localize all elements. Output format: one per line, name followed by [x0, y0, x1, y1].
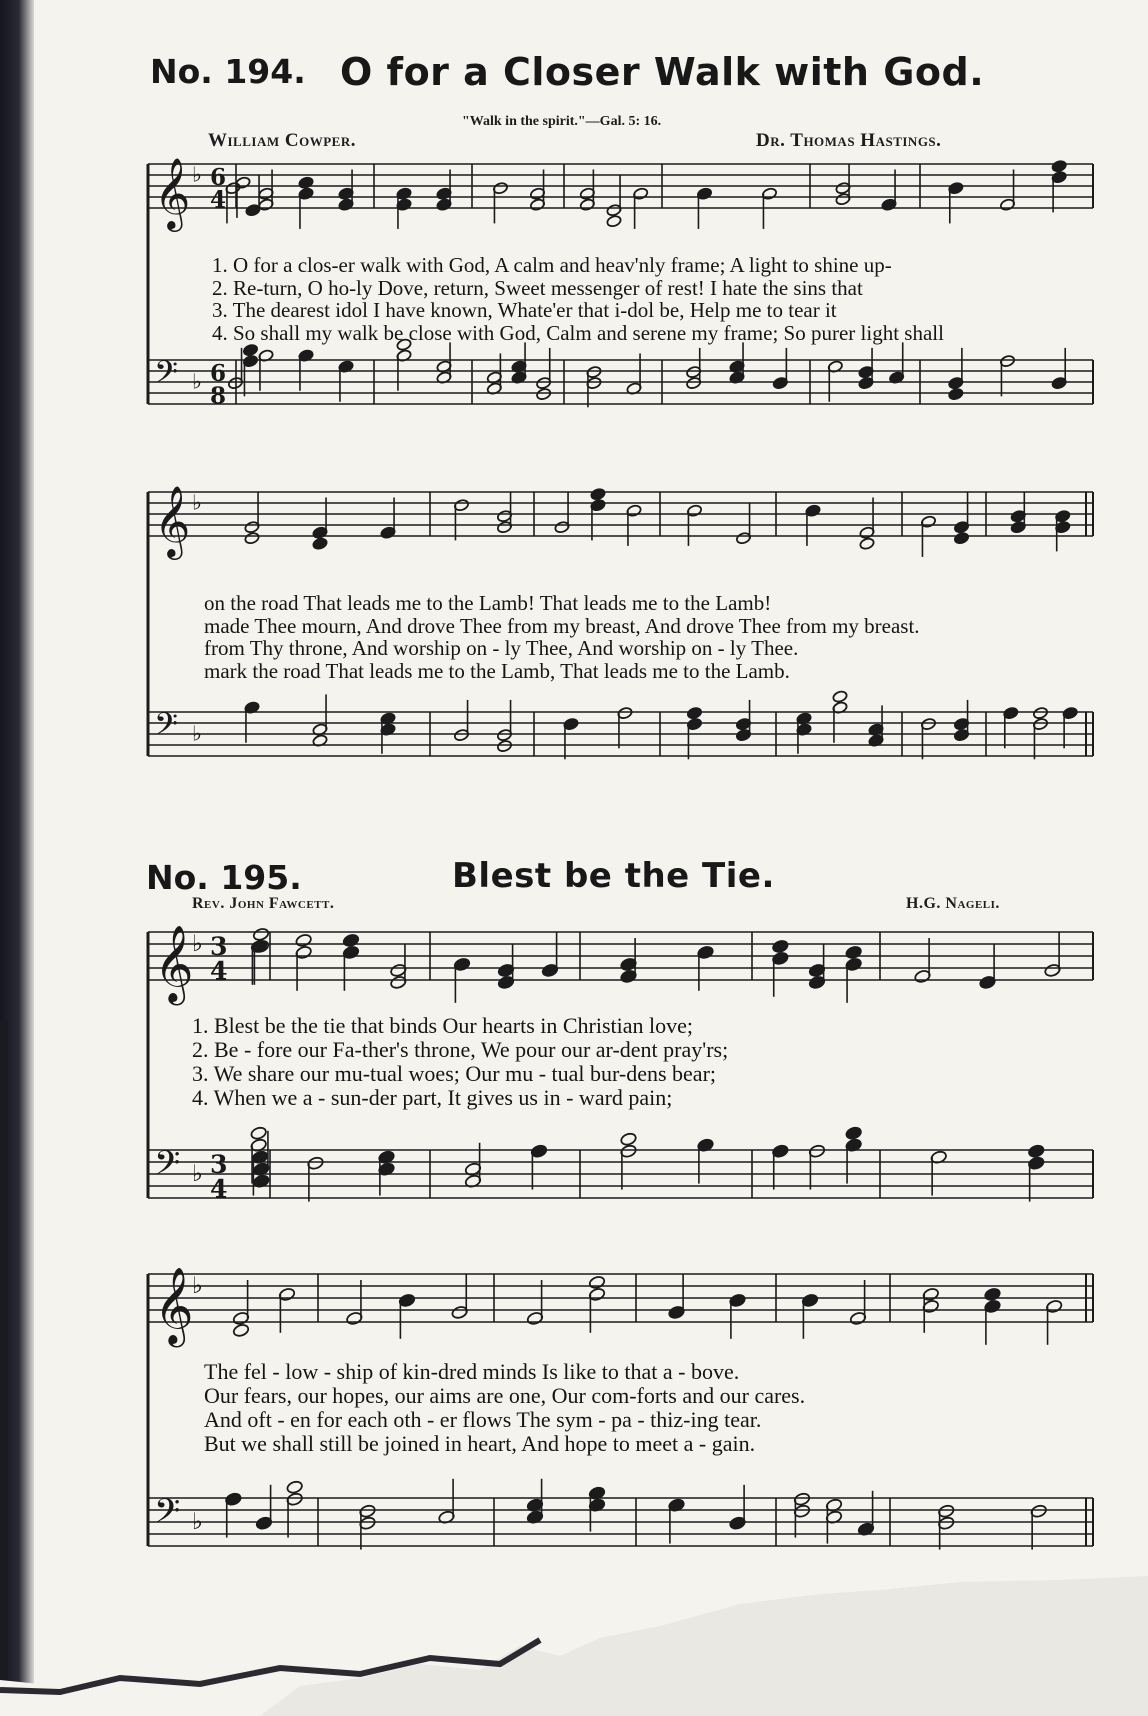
h194-s1-bass-note-head — [948, 387, 964, 400]
h195-s1-treble-treble-clef: 𝄞 — [154, 924, 194, 1002]
h194-s1-bass-time-denominator: 8 — [210, 382, 227, 410]
h195-s2-bass-bass-clef: 𝄢 — [154, 1491, 181, 1540]
h195-s1-treble-key-flat: ♭ — [192, 931, 203, 958]
h194-s2-treble-key-flat: ♭ — [192, 490, 202, 515]
hymn-194-verse-4-line-2: mark the road That leads me to the Lamb, That leads me to the Lamb. — [204, 658, 790, 683]
torn-page-edge — [0, 1560, 1148, 1716]
h194-s1-treble-time-numerator: 6 — [210, 163, 227, 191]
h195-s1-bass-time-denominator: 4 — [210, 1173, 228, 1204]
hymn-195-verse-4-line-2: But we shall still be joined in heart, And hope to meet a - gain. — [204, 1431, 756, 1456]
hymn-194-verse-4-line-1: 4. So shall my walk be close with God, Calm and serene my frame; So purer light shall — [212, 320, 944, 345]
h195-s2-treble-key-flat: ♭ — [192, 1273, 203, 1300]
h194-s1-treble-treble-clef: 𝄞 — [154, 157, 191, 229]
h194-s1-bass-key-flat: ♭ — [192, 369, 202, 394]
h195-s1-bass-key-flat: ♭ — [192, 1161, 203, 1188]
h195-s1-treble-note-head — [845, 945, 862, 960]
h195-s1-treble-note-head — [342, 933, 359, 948]
h195-s2-treble-note-head — [984, 1287, 1001, 1302]
hymn-194-verse-1-line-1: 1. O for a clos-er walk with God, A calm and heav'nly frame; A light to shine up- — [212, 253, 892, 277]
h194-s2-treble-note-head — [859, 537, 875, 550]
hymn-195-number: No. 195. — [146, 858, 302, 897]
h194-s1-bass-bass-clef: 𝄢 — [154, 353, 179, 398]
h195-s2-bass-note-head — [286, 1480, 303, 1495]
hymn-194-words-by: William Cowper. — [208, 130, 356, 151]
h195-s2-treble-note-head — [588, 1275, 605, 1290]
h194-s1-treble-note-head — [606, 215, 622, 228]
hymn-194-number: No. 194. — [150, 52, 306, 91]
h195-s2-treble-note-head — [232, 1323, 249, 1338]
h195-s2-bass-key-flat: ♭ — [192, 1509, 203, 1536]
h194-s2-treble-note-head — [312, 537, 328, 550]
h195-s1-treble-time-numerator: 3 — [210, 930, 228, 961]
hymn-194-epigraph: "Walk in the spirit."—Gal. 5: 16. — [462, 114, 662, 129]
hymn-194-title: O for a Closer Walk with God. — [340, 50, 985, 94]
h194-s2-treble-treble-clef: 𝄞 — [154, 485, 191, 557]
hymn-194-music-by: Dr. Thomas Hastings. — [756, 130, 942, 151]
h194-s2-bass-bass-clef: 𝄢 — [154, 705, 179, 750]
hymn-194-verse-2-line-2: made Thee mourn, And drove Thee from my breast, And drove Thee from my breast. — [204, 613, 920, 638]
h195-s1-treble-note-head — [772, 939, 789, 954]
h194-s2-bass-note-head — [497, 739, 513, 752]
h194-s1-bass-note-head — [536, 387, 552, 400]
h195-s1-treble-time-denominator: 4 — [210, 955, 228, 986]
hymn-194-lyrics-top — [212, 254, 944, 344]
h194-s2-bass-note-head — [1033, 706, 1049, 719]
hymn-195-verse-4-line-1: 4. When we a - sun-der part, It gives us in - ward pain; — [192, 1085, 673, 1110]
hymn-195-verse-2-line-1: 2. Be - fore our Fa-ther's throne, We pour our ar-dent pray'rs; — [192, 1037, 729, 1062]
h195-s2-treble-treble-clef: 𝄞 — [154, 1266, 194, 1344]
hymn-195-verse-2-line-2: Our fears, our hopes, our aims are one, Our com-forts and our cares. — [204, 1383, 806, 1408]
h194-s2-treble-note-head — [590, 488, 606, 501]
h195-s1-bass-note-head — [1028, 1144, 1045, 1159]
h194-s1-bass-time-numerator: 6 — [210, 359, 227, 387]
h195-s1-treble-note-head — [252, 927, 269, 942]
h194-s2-bass-note-head — [832, 690, 848, 703]
h195-s1-bass-note-head — [250, 1126, 267, 1141]
hymn-195-verse-3-line-1: 3. We share our mu-tual woes; Our mu - tual bur-dens bear; — [192, 1061, 717, 1086]
h195-s1-bass-bass-clef: 𝄢 — [154, 1143, 181, 1192]
hymn-195-verse-1-line-1: 1. Blest be the tie that binds Our hearts in Christian love; — [192, 1013, 694, 1038]
h194-s1-bass-note-head — [243, 343, 259, 356]
hymn-195-words-by: Rev. John Fawcett. — [192, 895, 335, 912]
h194-s2-bass-key-flat: ♭ — [192, 721, 202, 746]
hymn-195-verse-1-line-2: The fel - low - ship of kin-dred minds Is like to that a - bove. — [204, 1359, 740, 1384]
hymn-194-verse-2-line-1: 2. Re-turn, O ho-ly Dove, return, Sweet messenger of rest! I hate the sins that — [212, 275, 863, 300]
hymn-195-lyrics-top — [192, 1014, 728, 1110]
h194-s1-treble-time-denominator: 4 — [210, 186, 227, 214]
h194-s1-treble-note-head — [1051, 160, 1067, 173]
h195-s1-bass-note-head — [620, 1132, 637, 1147]
hymn-195-title: Blest be the Tie. — [452, 856, 775, 896]
h194-s2-treble-note-head — [954, 532, 970, 545]
hymn-195-verse-3-line-2: And oft - en for each oth - er flows The sym - pa - thiz-ing tear. — [204, 1407, 762, 1432]
h194-s2-bass-note-head — [687, 706, 703, 719]
h195-s1-bass-note-head — [845, 1126, 862, 1141]
h195-s1-bass-time-numerator: 3 — [210, 1148, 228, 1179]
h194-s2-treble-note-head — [244, 532, 260, 545]
hymn-194-lyrics-bottom — [204, 592, 920, 682]
h194-s1-treble-note-head — [298, 176, 314, 189]
h195-s1-treble-note-head — [295, 933, 312, 948]
hymn-195-music-by: H.G. Nageli. — [906, 895, 1000, 912]
hymn-194-verse-3-line-2: from Thy throne, And worship on - ly Thee, And worship on - ly Thee. — [204, 636, 799, 660]
hymn-195-lyrics-bottom — [204, 1360, 805, 1456]
hymn-194-verse-1-line-2: on the road That leads me to the Lamb! That leads me to the Lamb! — [204, 591, 772, 615]
h194-s1-treble-key-flat: ♭ — [192, 162, 202, 187]
hymn-194-verse-3-line-1: 3. The dearest idol I have known, Whate'er that i-dol be, Help me to tear it — [212, 298, 837, 322]
